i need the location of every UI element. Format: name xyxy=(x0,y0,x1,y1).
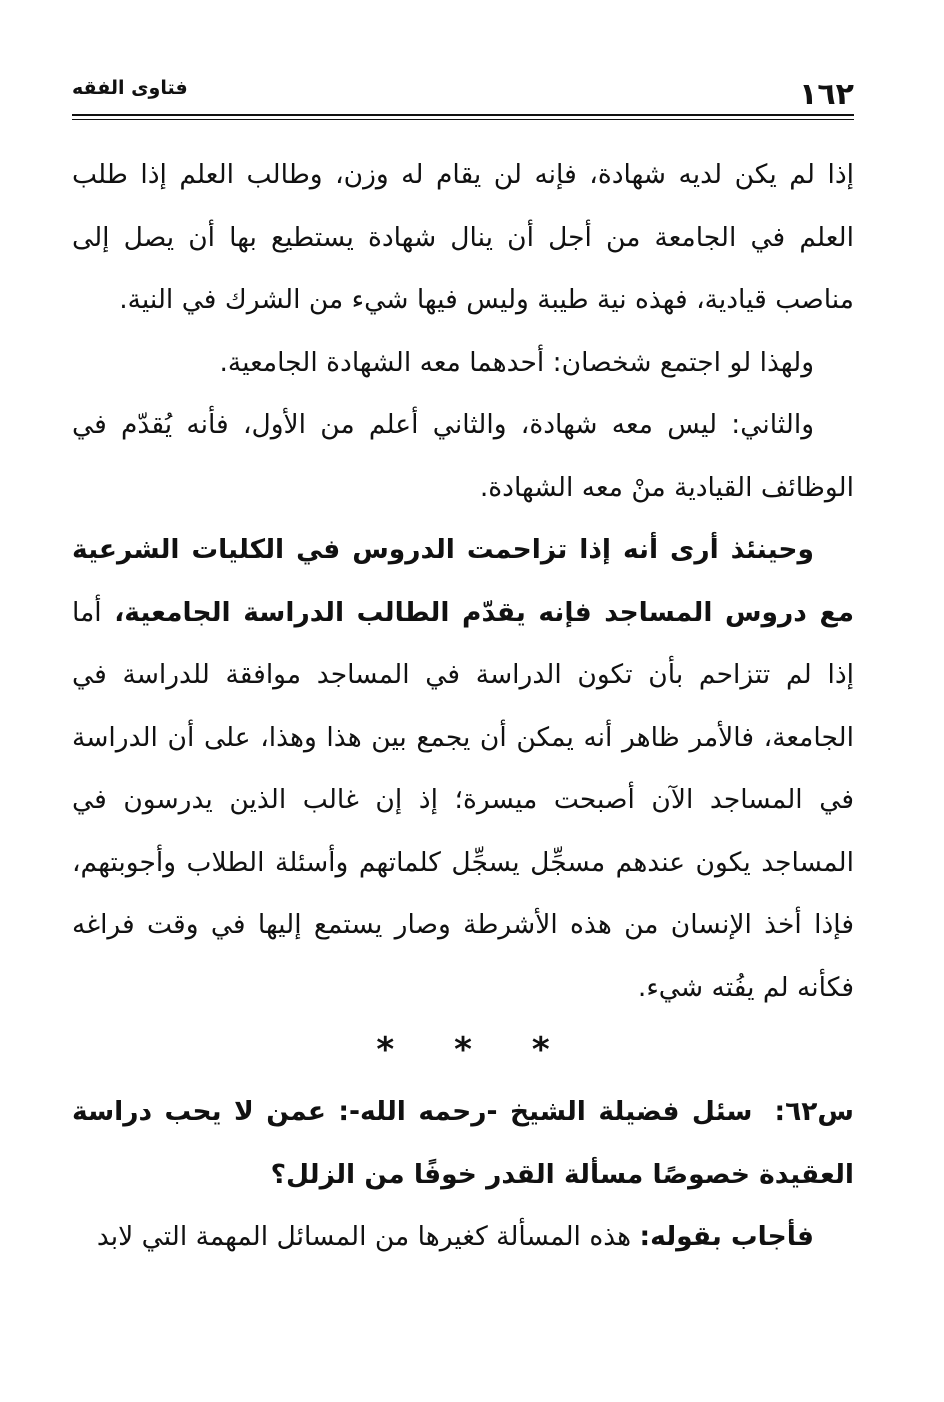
paragraph: ولهذا لو اجتمع شخصان: أحدهما معه الشهادة الجامعية. xyxy=(219,346,814,378)
paragraph-regular-part: أما إذا لم تتزاحم بأن تكون الدراسة في المساجد موافقة للدراسة في الجامعة، فالأمر ظاهر أنه يمكن أن يجمع بين هذا وهذا، على أن الدراسة في المساجد الآن أصبحت ميسرة؛ إذ إن غالب الذين يدرسون في المساجد يكون عندهم مسجِّل يسجِّل كلماتهم وأسئلة الطلاب وأجوبتهم، فإذا أخذ الإنسان من هذه الأشرطة وصار يستمع إليها في وقت فراغه فكأنه لم يفُته شيء. xyxy=(72,596,854,1003)
paragraph: والثاني: ليس معه شهادة، والثاني أعلم من الأول، فأنه يُقدّم في الوظائف القيادية منْ معه الشهادة. xyxy=(72,409,854,503)
separator-star: * xyxy=(531,1030,550,1070)
question-number: س٦٢: xyxy=(774,1096,854,1127)
answer-lead: فأجاب بقوله: xyxy=(639,1221,814,1252)
answer xyxy=(72,1206,854,1269)
paragraph: إذا لم يكن لديه شهادة، فإنه لن يقام له وزن، وطالب العلم إذا طلب العلم في الجامعة من أجل أن ينال شهادة يستطيع بها أن يصل إلى مناصب قيادية، فهذه نية طيبة وليس فيها شيء من الشرك في النية. xyxy=(72,159,854,315)
paragraph xyxy=(72,519,854,1019)
page-number: ١٦٢ xyxy=(799,77,854,112)
question xyxy=(72,1081,854,1206)
page xyxy=(72,70,854,1269)
running-title: فتاوى الفقه xyxy=(72,77,188,99)
question-text: سئل فضيلة الشيخ -رحمه الله-: عمن لا يحب دراسة العقيدة خصوصًا مسألة القدر خوفًا من الزلل؟ xyxy=(72,1096,854,1190)
separator-star: * xyxy=(454,1030,472,1070)
page-header xyxy=(72,70,854,116)
body-text xyxy=(72,144,854,1269)
answer-text: هذه المسألة كغيرها من المسائل المهمة التي لابد xyxy=(96,1221,640,1252)
paragraph-bold-part: وحينئذ أرى أنه إذا تزاحمت الدروس في الكليات الشرعية مع دروس المساجد فإنه يقدّم الطالب الدراسة الجامعية، xyxy=(72,534,854,628)
separator-star: * xyxy=(376,1030,395,1070)
section-separator xyxy=(72,1019,854,1081)
